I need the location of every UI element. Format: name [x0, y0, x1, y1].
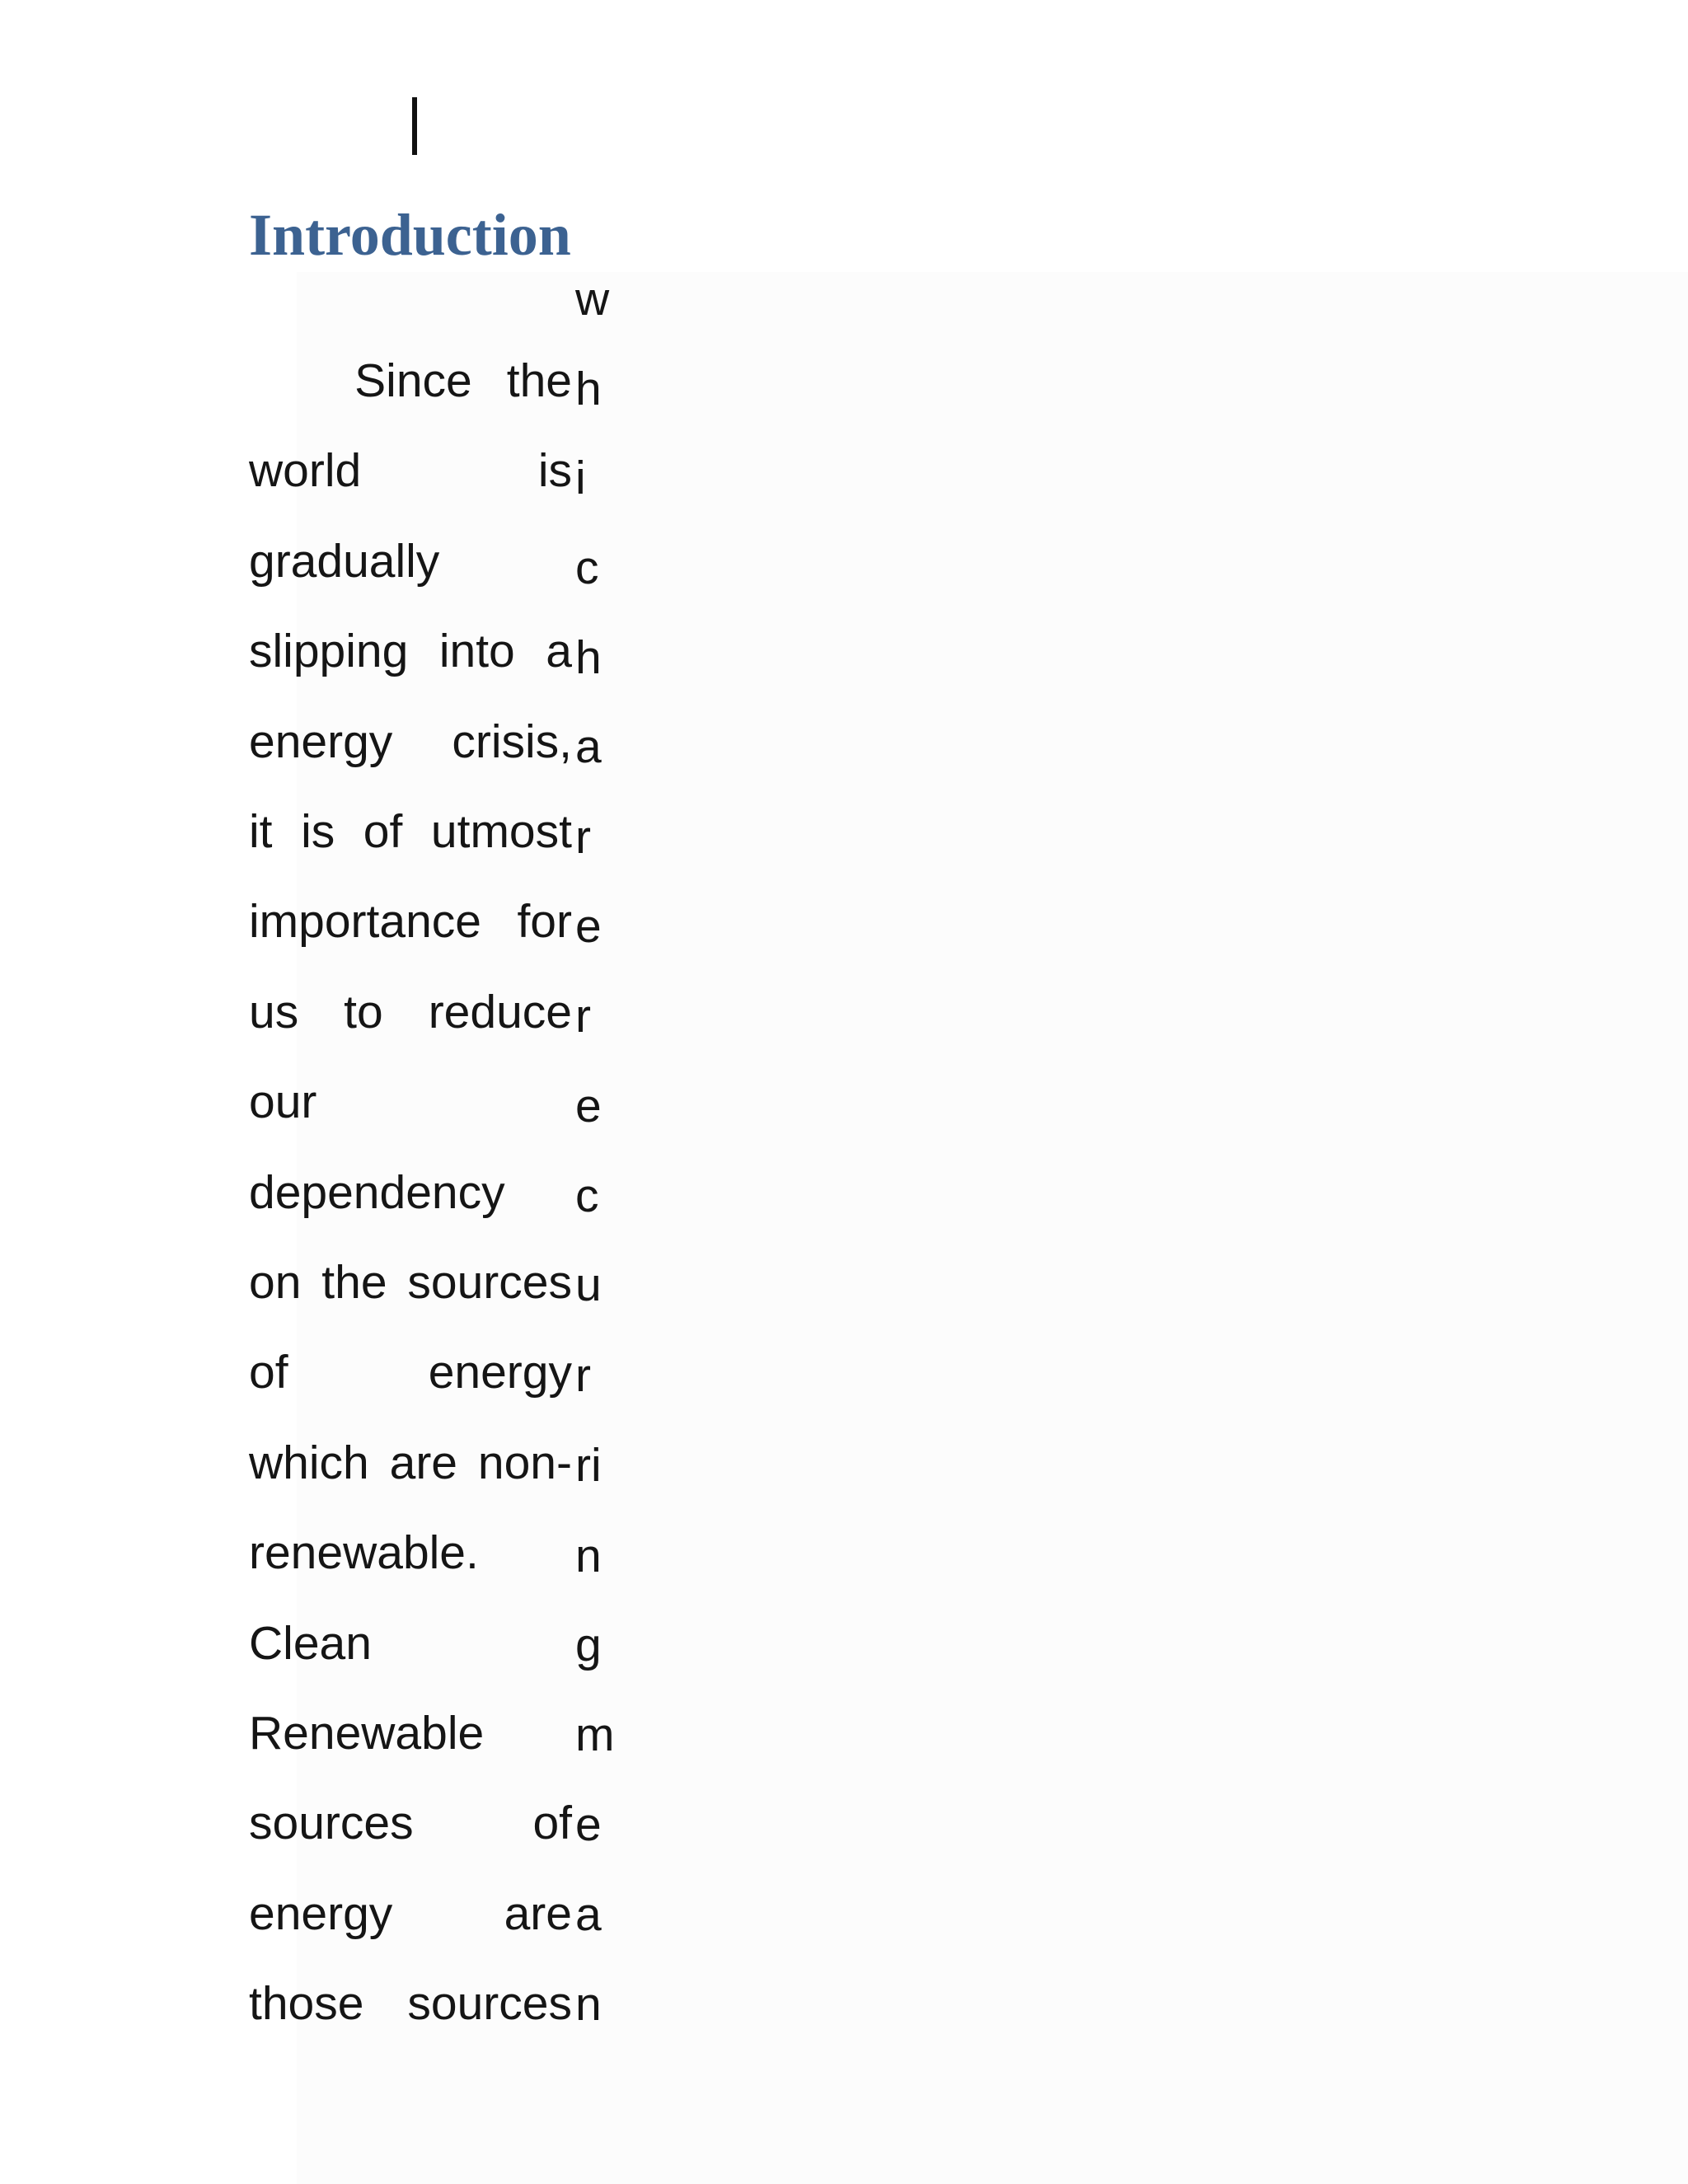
word: us — [249, 985, 299, 1038]
word: are — [389, 1436, 458, 1489]
vertical-letter: a — [575, 720, 602, 773]
vertical-letter: e — [575, 1080, 602, 1132]
paragraph-line — [249, 892, 572, 951]
vertical-letter: u — [575, 1258, 602, 1311]
paragraph-line — [249, 621, 572, 681]
paragraph-line — [249, 441, 572, 500]
paragraph-line — [249, 802, 572, 861]
word: sources — [249, 1797, 414, 1850]
vertical-letter: r — [575, 1349, 591, 1402]
word: energy — [249, 1886, 393, 1940]
vertical-letter: r — [575, 990, 591, 1043]
word: utmost — [430, 805, 572, 858]
vertical-letter: i — [575, 452, 586, 504]
word: for — [517, 895, 572, 949]
word: into — [438, 625, 515, 678]
vertical-letter: h — [575, 631, 602, 684]
word: energy — [249, 715, 393, 768]
vertical-letter: ri — [575, 1439, 602, 1492]
paragraph-line — [249, 1704, 572, 1763]
paragraph-line — [249, 1433, 572, 1493]
vertical-letter: n — [575, 1978, 602, 2031]
word: crisis, — [452, 715, 572, 768]
paragraph-line — [249, 982, 572, 1042]
word: sources — [407, 1256, 572, 1309]
paragraph-line — [249, 351, 572, 410]
word: of — [532, 1797, 572, 1850]
word: is — [537, 444, 572, 498]
word: energy — [428, 1346, 572, 1399]
word: of — [363, 805, 403, 858]
word: it — [249, 805, 273, 858]
word: slipping — [249, 625, 409, 678]
vertical-letter: r — [575, 811, 591, 864]
vertical-letter: g — [575, 1619, 602, 1671]
paragraph-line — [249, 1163, 572, 1222]
word: which — [249, 1436, 369, 1489]
text-cursor — [412, 97, 417, 155]
vertical-letter: m — [575, 1708, 615, 1761]
paragraph-line — [249, 1343, 572, 1402]
paragraph-line — [249, 1974, 572, 2033]
word: are — [504, 1886, 572, 1940]
word: non- — [477, 1436, 572, 1489]
paragraph-line — [249, 1793, 572, 1853]
word: those — [249, 1977, 364, 2031]
vertical-letter: a — [575, 1888, 602, 1941]
word: gradually — [249, 534, 440, 588]
vertical-letter: e — [575, 1798, 602, 1851]
word: Renewable — [249, 1707, 485, 1760]
word: dependency — [249, 1165, 505, 1219]
vertical-letter: w — [575, 273, 610, 326]
word: our — [249, 1076, 317, 1129]
paragraph-line — [249, 1072, 572, 1132]
vertical-letter: h — [575, 363, 602, 415]
word: Clean — [249, 1616, 372, 1670]
word: sources — [407, 1977, 572, 2031]
word: Since — [354, 354, 472, 407]
vertical-letter: c — [575, 1169, 599, 1222]
word: importance — [249, 895, 481, 949]
paragraph-line — [249, 1253, 572, 1312]
word: a — [546, 625, 572, 678]
word: renewable. — [249, 1526, 479, 1580]
word: is — [301, 805, 335, 858]
paragraph-line — [249, 1884, 572, 1943]
section-heading: Introduction — [249, 202, 571, 268]
word: world — [249, 444, 362, 498]
paragraph-line — [249, 712, 572, 771]
word: to — [344, 985, 383, 1038]
word: reduce — [428, 985, 572, 1038]
vertical-letter: e — [575, 900, 602, 953]
paragraph-line — [249, 532, 572, 591]
word: the — [506, 354, 572, 407]
paragraph-line — [249, 1523, 572, 1582]
paragraph-line — [249, 1614, 572, 1673]
word: the — [321, 1256, 387, 1309]
vertical-letter: c — [575, 541, 599, 594]
word: on — [249, 1256, 302, 1309]
word: of — [249, 1346, 288, 1399]
vertical-letter: n — [575, 1530, 602, 1582]
